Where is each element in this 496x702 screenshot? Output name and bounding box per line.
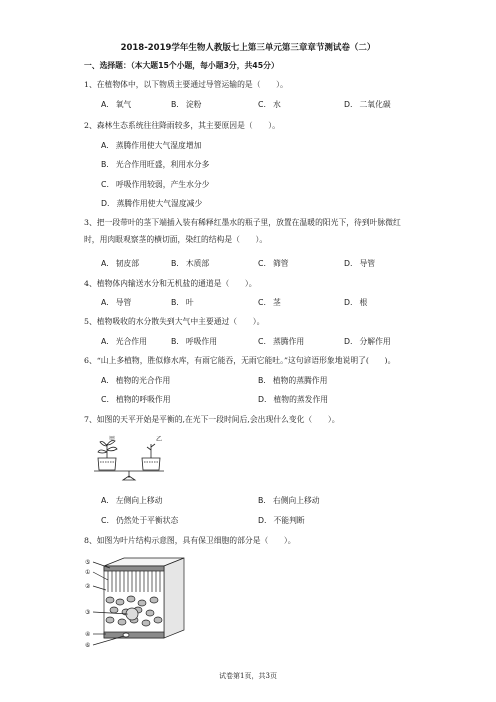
option-key: B. [171,100,179,109]
option-key: C. [258,337,266,346]
option-key: B. [171,298,179,307]
option-text: 呼吸作用 [185,337,218,346]
option-c[interactable] [258,99,281,110]
option-key: A. [101,259,109,268]
option-key: A. [101,100,109,109]
option-key: A. [101,376,109,385]
question-3: 3、把一段带叶的茎下端插入装有稀释红墨水的瓶子里，放置在温暖的阳光下，待到叶脉微红时，用肉眼观察茎的横切面，染红的结构是（ ）。 [84,218,401,244]
option-text: 左侧向上移动 [115,496,163,505]
option-c[interactable] [101,394,171,405]
option-text: 淀粉 [185,100,202,109]
option-a[interactable] [101,375,170,386]
option-d[interactable] [258,394,328,405]
balance-scale-figure [90,432,172,482]
option-d[interactable] [101,198,202,209]
option-key: D. [344,337,353,346]
option-b[interactable] [171,336,217,347]
option-c[interactable] [101,179,210,190]
leaf-structure-figure [84,554,186,654]
figure-label-2: ② [85,583,91,590]
figure-label-4: ④ [85,631,91,638]
figure-label-5: ⑤ [85,559,91,566]
option-key: A. [101,298,109,307]
option-a[interactable] [101,495,162,506]
option-key: B. [171,337,179,346]
option-text: 茎 [272,298,281,307]
option-text: 仍然处于平衡状态 [115,516,179,525]
option-d[interactable] [344,99,391,110]
figure-label-3: ③ [85,609,91,616]
option-c[interactable] [101,515,178,526]
option-b[interactable] [171,258,209,269]
option-b[interactable] [171,99,201,110]
option-d[interactable] [344,297,367,308]
question-6: 6、“山上多植物，胜似修水库，有雨它能吞，无雨它能吐。”这句谚语形象地说明了( )。 [84,356,396,365]
option-a[interactable] [101,336,147,347]
option-text: 导管 [115,298,132,307]
option-key: A. [101,496,109,505]
option-text: 二氧化碳 [359,100,391,109]
option-d[interactable] [344,258,375,269]
question-4: 4、植物体内输送水分和无机盐的通道是（ ）。 [84,279,257,288]
option-c[interactable] [258,297,281,308]
option-a[interactable] [101,99,131,110]
option-key: D. [101,199,110,208]
question-2: 2、森林生态系统往往降雨较多，其主要原因是（ ）。 [84,121,280,130]
option-text: 筛管 [272,259,289,268]
option-text: 光合作用旺盛，利用水分多 [115,160,210,169]
question-1: 1、在植物体中，以下物质主要通过导管运输的是（ ）。 [84,80,288,89]
option-text: 植物的光合作用 [115,376,171,385]
option-d[interactable] [258,515,305,526]
option-key: B. [258,496,266,505]
option-text: 植物的蒸发作用 [273,395,329,404]
question-7: 7、如图的天平开始是平衡的,在光下一段时间后,会出现什么变化（ ）。 [84,415,340,424]
option-a[interactable] [101,258,139,269]
option-text: 植物的蒸腾作用 [272,376,328,385]
option-key: C. [101,395,109,404]
option-c[interactable] [258,336,304,347]
option-key: D. [258,395,267,404]
figure-label-yi: 乙 [156,436,163,443]
option-key: C. [101,180,109,189]
option-text: 韧皮部 [115,259,140,268]
option-key: C. [258,298,266,307]
option-b[interactable] [101,159,209,170]
option-a[interactable] [101,140,201,151]
figure-label-1: ① [85,569,91,576]
option-text: 呼吸作用较弱，产生水分少 [115,180,210,189]
option-text: 蒸腾作用 [272,337,305,346]
option-key: B. [258,376,266,385]
option-key: A. [101,141,109,150]
section-heading: 一、选择题：（本大题15个小题，每小题3分，共45分） [84,61,279,70]
option-key: C. [258,100,266,109]
option-text: 氧气 [115,100,132,109]
page-footer: 试卷第1页，共3页 [219,672,277,680]
option-key: B. [101,160,109,169]
option-text: 不能判断 [273,516,305,525]
option-key: B. [171,259,179,268]
option-b[interactable] [258,375,327,386]
option-text: 水 [272,100,281,109]
option-b[interactable] [171,297,194,308]
question-8: 8、如图为叶片结构示意图，具有保卫细胞的部分是（ ）。 [84,536,296,545]
option-text: 根 [359,298,368,307]
option-key: D. [344,100,353,109]
option-key: A. [101,337,109,346]
option-text: 蒸腾作用使大气湿度减少 [116,199,203,208]
option-key: C. [101,516,109,525]
paper-title: 2018-2019学年生物人教版七上第三单元第三章章节测试卷（二） [120,43,376,53]
option-key: D. [344,298,353,307]
option-text: 光合作用 [115,337,147,346]
option-text: 蒸腾作用使大气湿度增加 [115,141,202,150]
option-text: 叶 [185,298,194,307]
option-key: C. [258,259,266,268]
option-d[interactable] [344,336,391,347]
option-c[interactable] [258,258,289,269]
figure-label-jia: 甲 [109,436,116,443]
option-b[interactable] [258,495,320,506]
option-text: 分解作用 [359,337,391,346]
option-text: 导管 [359,259,376,268]
option-a[interactable] [101,297,131,308]
option-key: D. [344,259,353,268]
question-5: 5、植物吸收的水分散失到大气中主要通过（ ）。 [84,317,265,326]
option-key: D. [258,516,267,525]
option-text: 植物的呼吸作用 [115,395,171,404]
figure-label-6: ⑥ [85,642,91,649]
option-text: 木质部 [185,259,210,268]
option-text: 右侧向上移动 [272,496,320,505]
